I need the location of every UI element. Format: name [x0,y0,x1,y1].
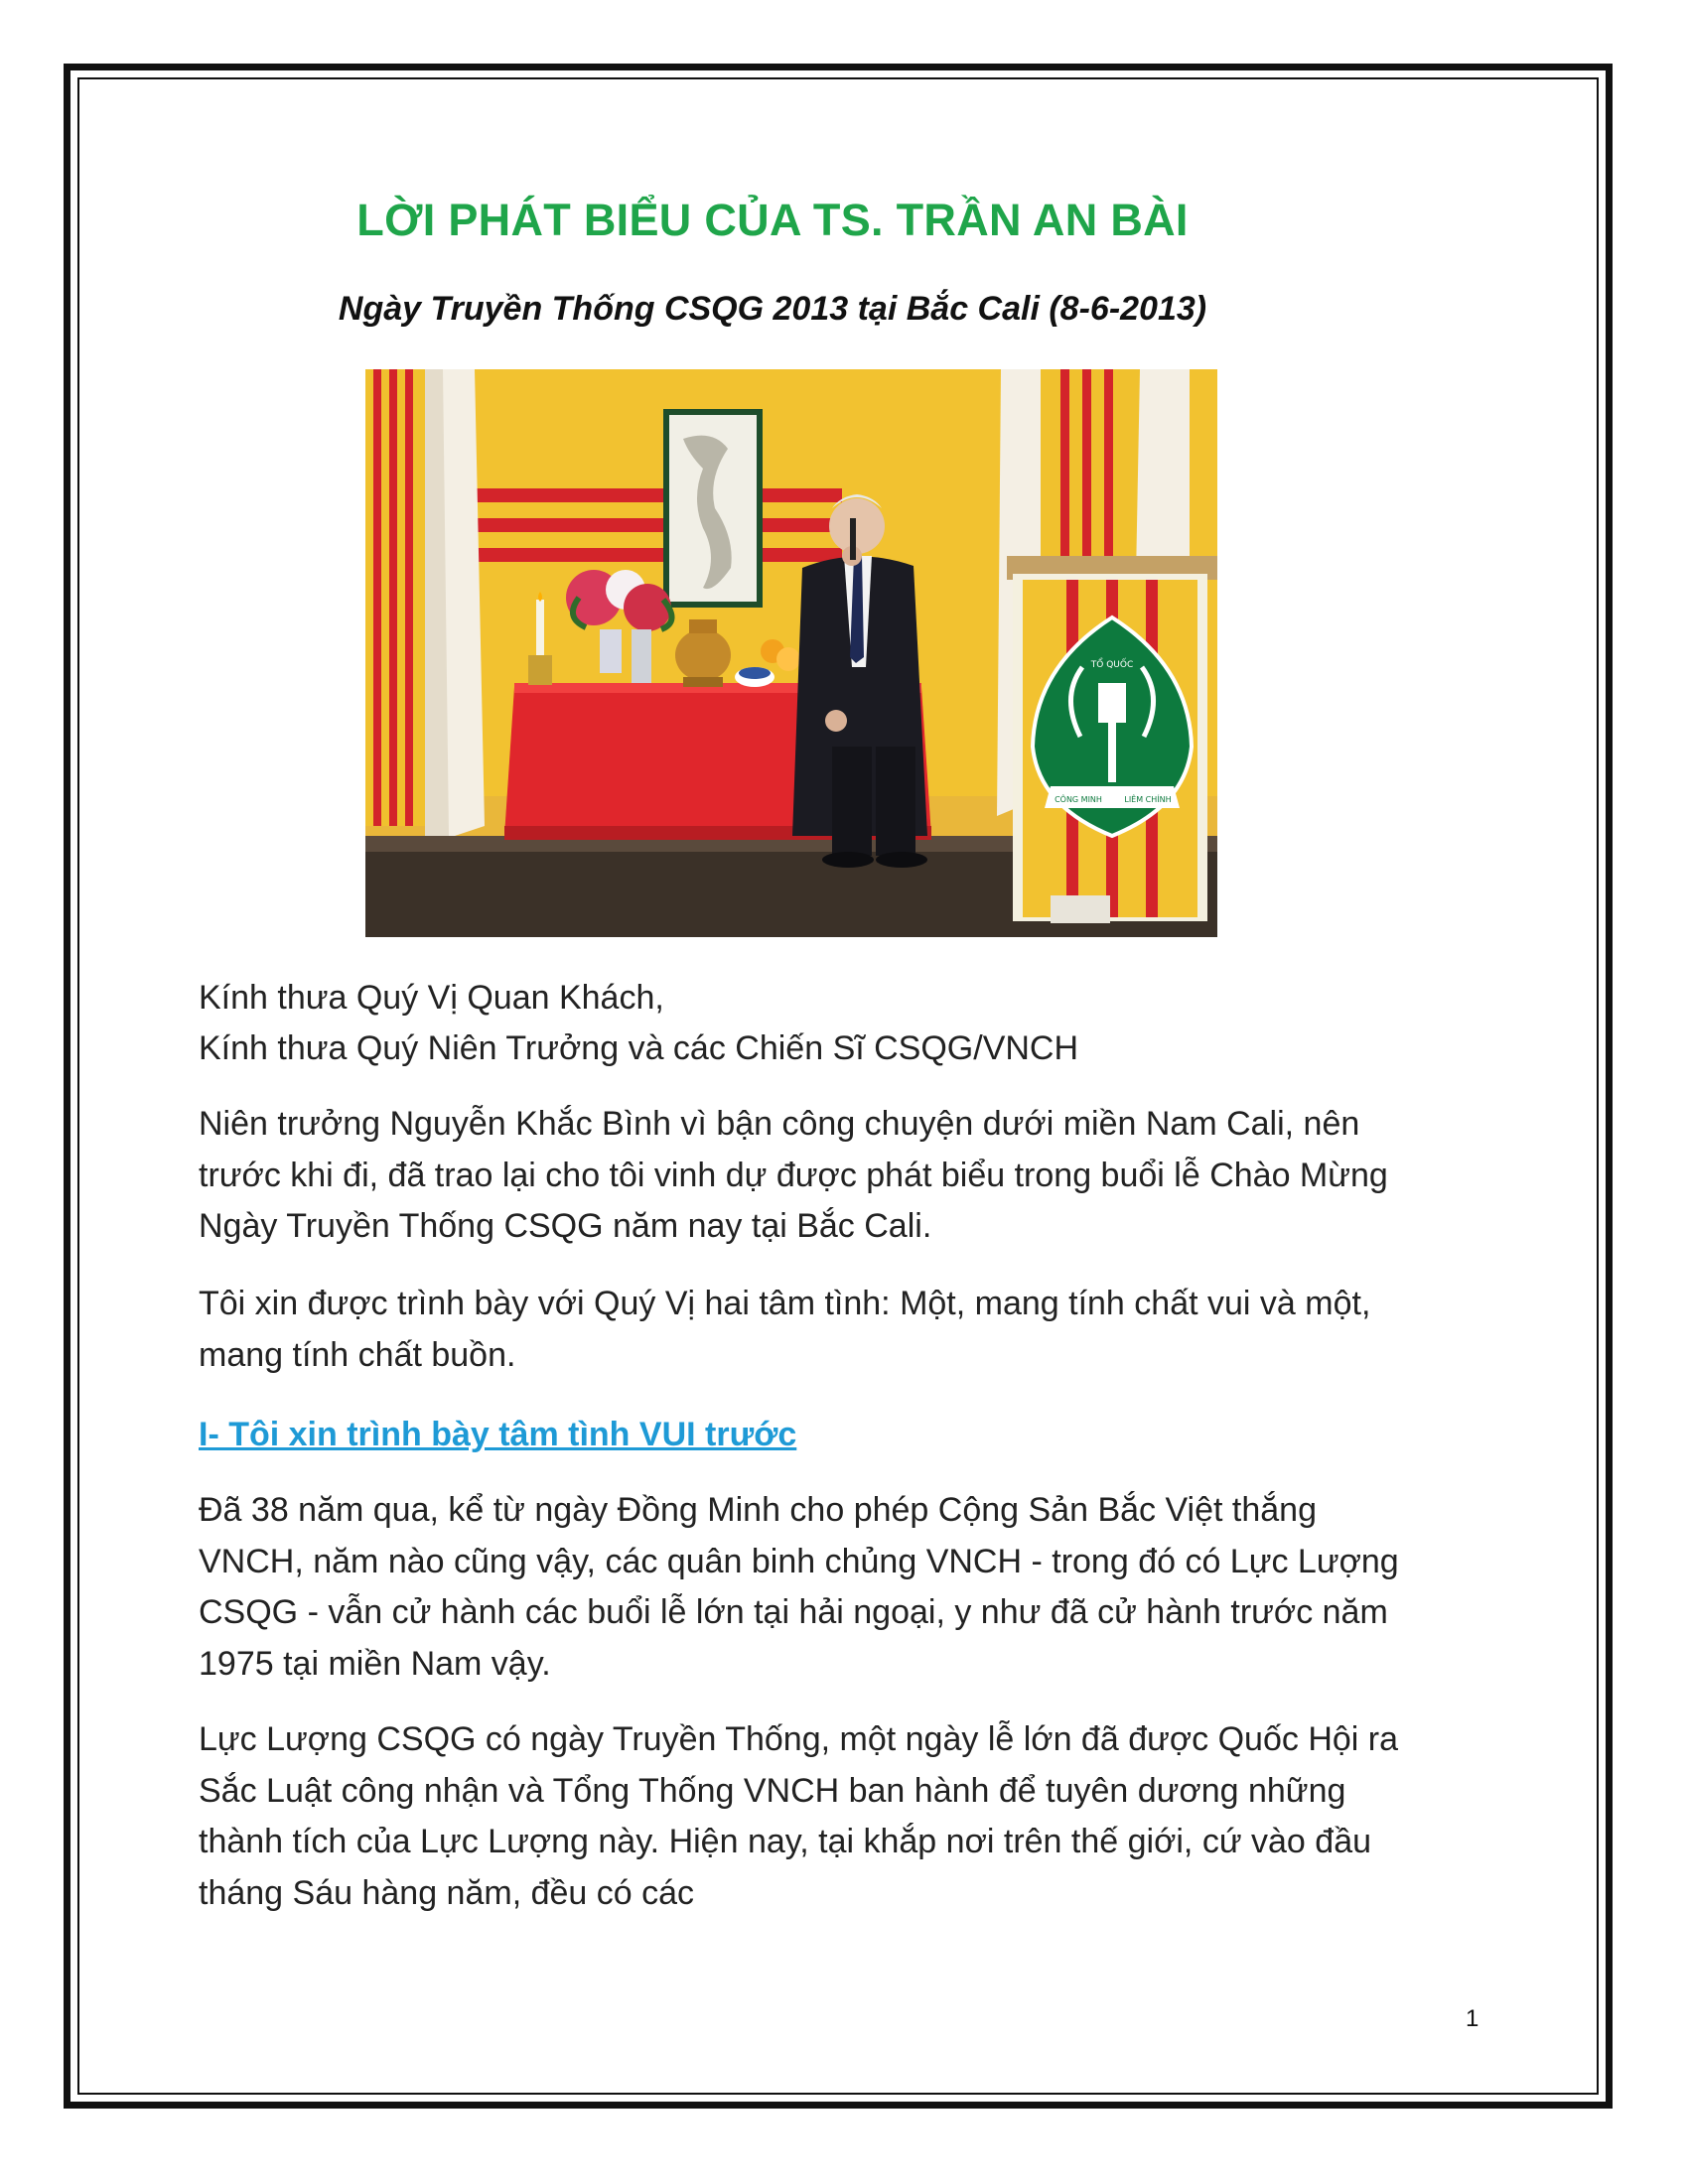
paragraph-1: Niên trưởng Nguyễn Khắc Bình vì bận công chuyện dưới miền Nam Cali, nên trước khi đi, đã trao lại cho tôi vinh dự được phát biểu trong buổi lễ Chào Mừng Ngày Truyền Thống CSQG năm nay tại Bắc Cali. [199,1105,1388,1245]
paragraph-4: Lực Lượng CSQG có ngày Truyền Thống, một ngày lễ lớn đã được Quốc Hội ra Sắc Luật công nhận và Tổng Thống VNCH ban hành để tuyên dương những thành tích của Lực Lượng này. Hiện nay, tại khắp nơi trên thế giới, cứ vào đầu tháng Sáu hàng năm, đều có các [199,1720,1399,1912]
paragraph-3: Đã 38 năm qua, kể từ ngày Đồng Minh cho phép Cộng Sản Bắc Việt thắng VNCH, năm nào cũng vậy, các quân binh chủng VNCH - trong đó có Lực Lượng CSQG - vẫn cử hành các buổi lễ lớn tại hải ngoại, y như đã cử hành trước năm 1975 tại miền Nam vậy. [199,1491,1399,1683]
ceremony-photo [365,369,1217,937]
emblem-top-text: TỔ QUỐC [1090,660,1134,670]
greeting-line-2: Kính thưa Quý Niên Trưởng và các Chiến Sĩ CSQG/VNCH [199,1029,1079,1067]
ceremony-photo-illustration [365,369,1217,937]
document-subtitle: Ngày Truyền Thống CSQG 2013 tại Bắc Cali (8-6-2013) [338,290,1207,328]
emblem-left-text: CÔNG MINH [1055,795,1102,804]
document-title: LỜI PHÁT BIỂU CỦA TS. TRẦN AN BÀI [356,195,1189,245]
greeting-line-1: Kính thưa Quý Vị Quan Khách, [199,979,664,1017]
paragraph-2: Tôi xin được trình bày với Quý Vị hai tâm tình: Một, mang tính chất vui và một, mang tính chất buồn. [199,1285,1371,1374]
page-number: 1 [1466,2005,1479,2032]
emblem-right-text: LIÊM CHÍNH [1124,795,1172,804]
section-heading-link[interactable]: I- Tôi xin trình bày tâm tình VUI trước [199,1416,797,1453]
